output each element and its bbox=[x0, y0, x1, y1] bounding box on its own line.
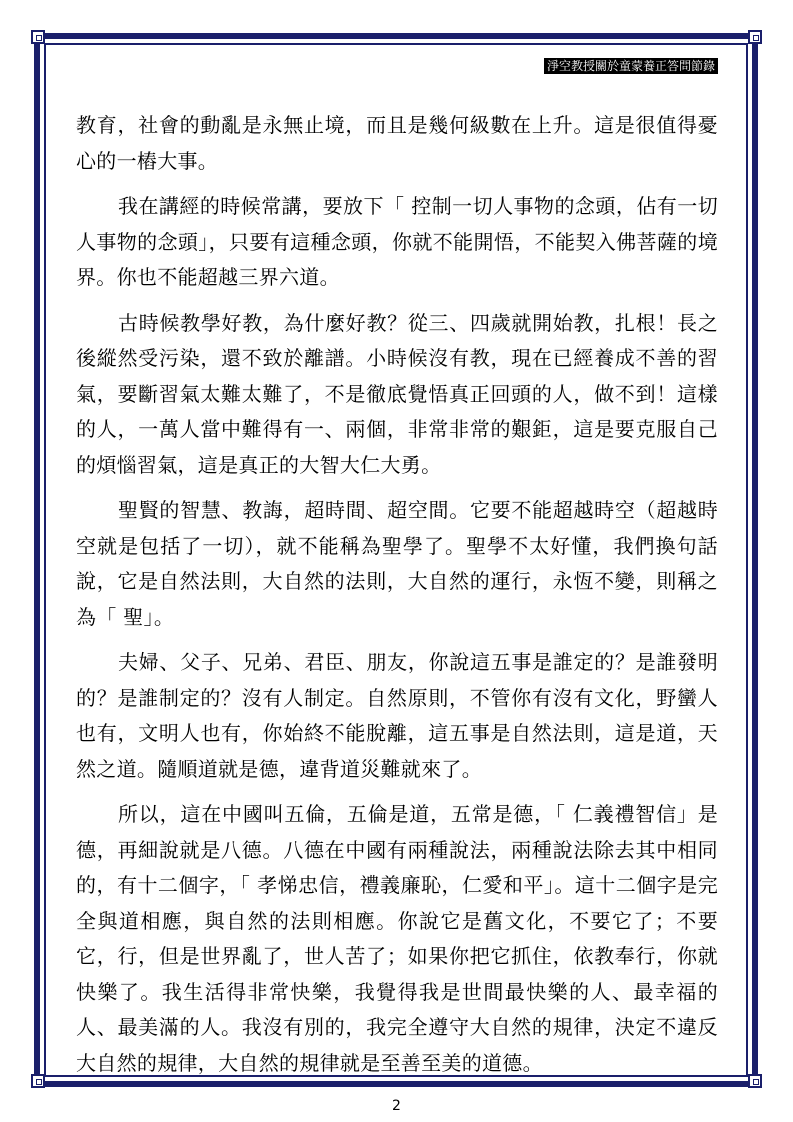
paragraph-2: 我在講經的時候常講，要放下「 控制一切人事物的念頭，佔有一切人事物的念頭」，只要有這種念頭，你就不能開悟，不能契入佛菩薩的境界。你也不能超越三界六道。 bbox=[76, 194, 718, 289]
paragraph-4: 聖賢的智慧、教誨，超時間、超空間。它要不能超越時空（超越時空就是包括了一切），就不能稱為聖學了。聖學不太好懂，我們換句話說，它是自然法則，大自然的法則，大自然的運行，永恆不變，則稱之為「 聖」。 bbox=[76, 498, 718, 629]
corner-ornament-bottom-right bbox=[748, 1074, 762, 1088]
corner-ornament-top-left bbox=[31, 30, 45, 44]
paragraph-5: 夫婦、父子、兄弟、君臣、朋友，你說這五事是誰定的？是誰發明的？是誰制定的？沒有人制定。自然原則，不管你有沒有文化，野蠻人也有，文明人也有，你始終不能脫離，這五事是自然法則，這是道，天然之道。隨順道就是德，違背道災難就來了。 bbox=[76, 650, 718, 781]
running-header: 淨空教授關於童蒙養正答問節錄 bbox=[544, 58, 718, 74]
corner-ornament-bottom-left bbox=[31, 1074, 45, 1088]
corner-ornament-top-right bbox=[748, 30, 762, 44]
paragraph-6: 所以，這在中國叫五倫，五倫是道，五常是德，「 仁義禮智信」是德，再細說就是八德。八德在中國有兩種說法，兩種說法除去其中相同的，有十二個字，「 孝悌忠信，禮義廉恥，仁愛和平」。這十二個字是完全與道相應，與自然的法則相應。你說它是舊文化，不要它了；不要它，行，但是世界亂了，世人苦了；如果你把它抓住，依教奉行，你就快樂了。我生活得非常快樂，我覺得我是世間最快樂的人、最幸福的人、最美滿的人。我沒有別的，我完全遵守大自然的規律，決定不違反大自然的規律，大自然的規律就是至善至美的道德。 bbox=[76, 802, 718, 1075]
paragraph-3: 古時候教學好教，為什麼好教？從三、四歲就開始教，扎根！長之後縱然受污染，還不致於離譜。小時候沒有教，現在已經養成不善的習氣，要斷習氣太難太難了，不是徹底覺悟真正回頭的人，做不到！這樣的人，一萬人當中難得有一、兩個，非常非常的艱鉅，這是要克服自己的煩惱習氣，這是真正的大智大仁大勇。 bbox=[76, 310, 718, 477]
document-body bbox=[76, 108, 718, 1091]
paragraph-1: 教育，社會的動亂是永無止境，而且是幾何級數在上升。這是很值得憂心的一樁大事。 bbox=[76, 113, 718, 173]
page-number: 2 bbox=[392, 1098, 401, 1114]
